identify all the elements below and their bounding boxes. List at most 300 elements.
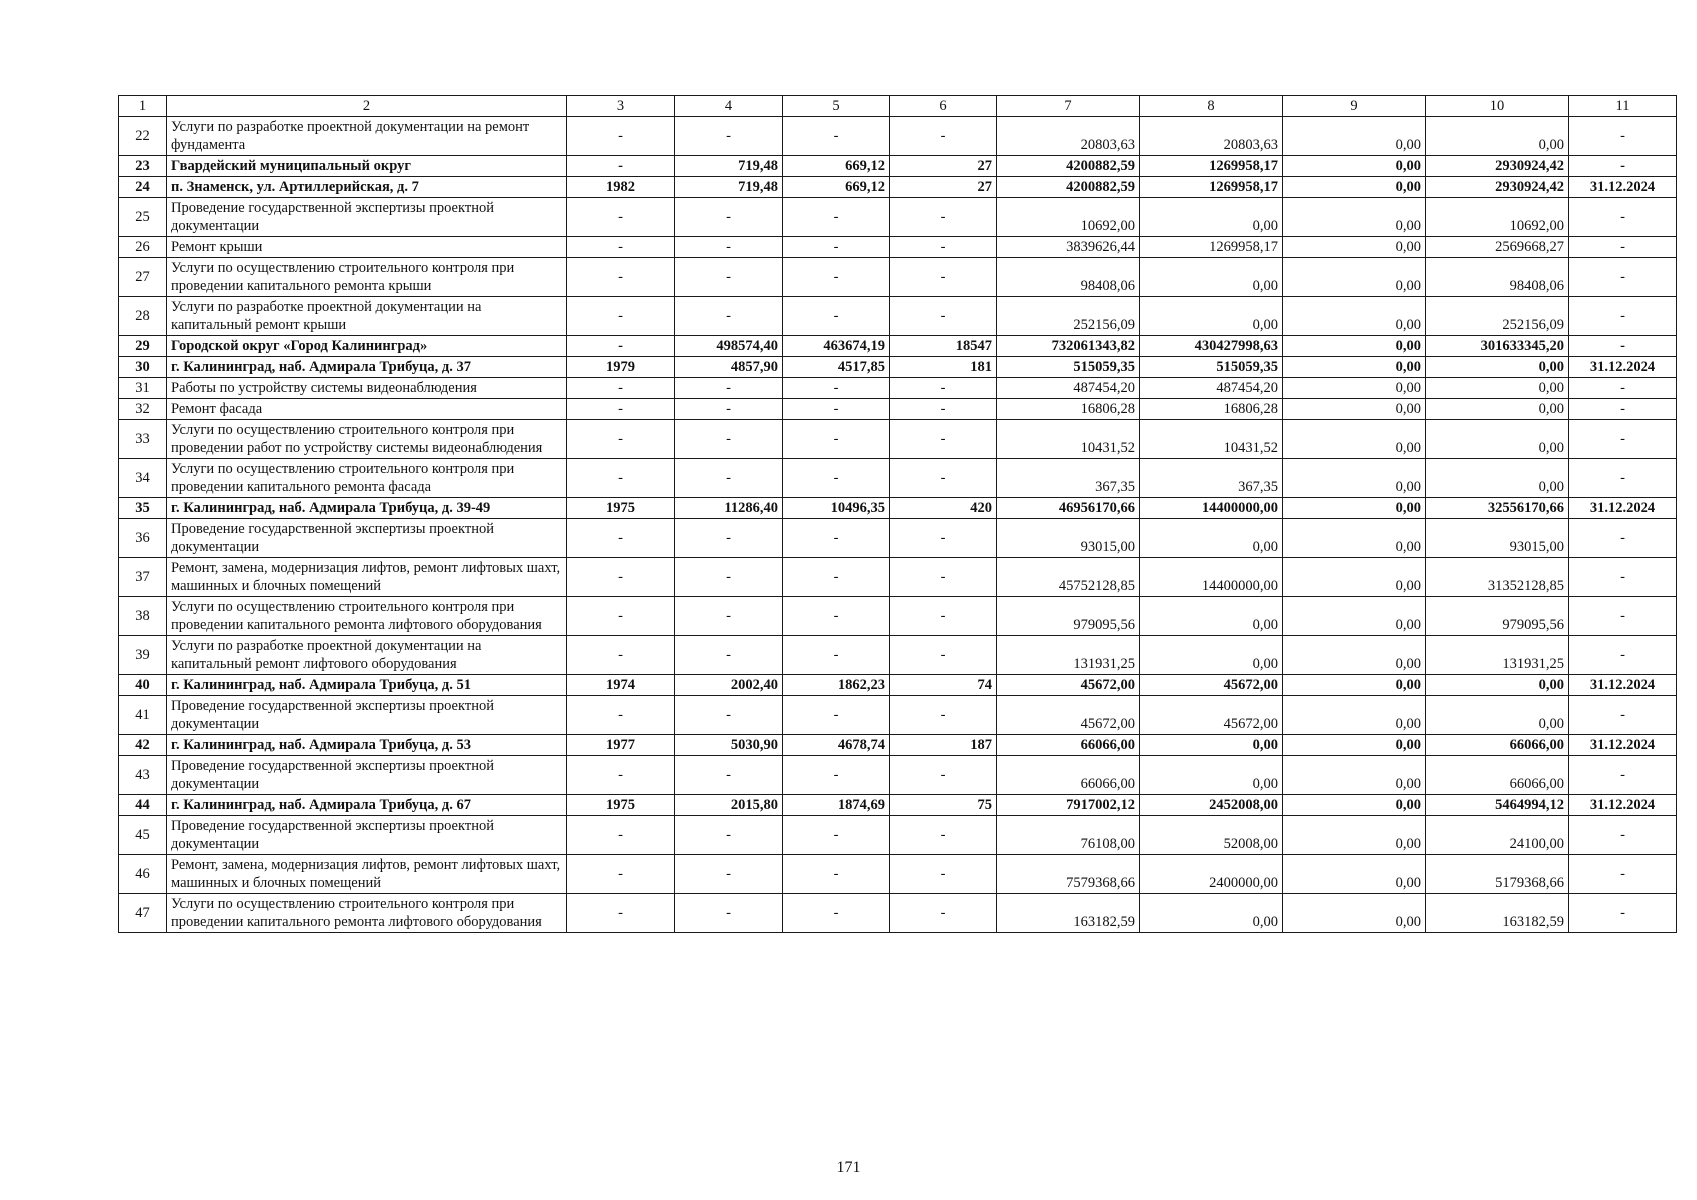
cost-column-8-cell: 0,00 bbox=[1140, 894, 1283, 933]
cost-column-8-cell: 0,00 bbox=[1140, 597, 1283, 636]
residents-count-cell: 187 bbox=[890, 735, 997, 756]
cost-column-8-cell: 52008,00 bbox=[1140, 816, 1283, 855]
residents-count-cell: - bbox=[890, 816, 997, 855]
total-area-cell: - bbox=[675, 855, 783, 894]
row-number-cell: 26 bbox=[119, 237, 167, 258]
item-name-cell: Ремонт, замена, модернизация лифтов, ремонт лифтовых шахт, машинных и блочных помещений bbox=[167, 855, 567, 894]
residents-count-cell: - bbox=[890, 855, 997, 894]
cost-column-8-cell: 14400000,00 bbox=[1140, 558, 1283, 597]
total-area-cell: - bbox=[675, 459, 783, 498]
total-area-cell: 5030,90 bbox=[675, 735, 783, 756]
completion-date-cell: - bbox=[1569, 558, 1677, 597]
completion-date-cell: - bbox=[1569, 258, 1677, 297]
row-number-cell: 43 bbox=[119, 756, 167, 795]
total-area-cell: - bbox=[675, 816, 783, 855]
year-built-cell: - bbox=[567, 156, 675, 177]
cost-column-10-cell: 31352128,85 bbox=[1426, 558, 1569, 597]
total-cost-cell: 20803,63 bbox=[997, 117, 1140, 156]
row-number-cell: 23 bbox=[119, 156, 167, 177]
item-name-cell: Услуги по осуществлению строительного контроля при проведении капитального ремонта лифтового оборудования bbox=[167, 894, 567, 933]
completion-date-cell: - bbox=[1569, 816, 1677, 855]
cost-column-10-cell: 0,00 bbox=[1426, 378, 1569, 399]
column-header: 11 bbox=[1569, 96, 1677, 117]
living-area-cell: - bbox=[783, 258, 890, 297]
completion-date-cell: 31.12.2024 bbox=[1569, 675, 1677, 696]
total-area-cell: - bbox=[675, 378, 783, 399]
row-number-cell: 32 bbox=[119, 399, 167, 420]
cost-column-10-cell: 10692,00 bbox=[1426, 198, 1569, 237]
total-area-cell: - bbox=[675, 636, 783, 675]
residents-count-cell: - bbox=[890, 237, 997, 258]
cost-column-9-cell: 0,00 bbox=[1283, 459, 1426, 498]
cost-column-10-cell: 2930924,42 bbox=[1426, 177, 1569, 198]
cost-column-10-cell: 0,00 bbox=[1426, 675, 1569, 696]
total-cost-cell: 93015,00 bbox=[997, 519, 1140, 558]
cost-column-10-cell: 32556170,66 bbox=[1426, 498, 1569, 519]
item-name-cell: Ремонт фасада bbox=[167, 399, 567, 420]
page-number: 171 bbox=[836, 1159, 861, 1176]
cost-column-9-cell: 0,00 bbox=[1283, 357, 1426, 378]
completion-date-cell: - bbox=[1569, 198, 1677, 237]
completion-date-cell: 31.12.2024 bbox=[1569, 735, 1677, 756]
item-name-cell: Ремонт крыши bbox=[167, 237, 567, 258]
year-built-cell: - bbox=[567, 420, 675, 459]
table-row bbox=[119, 855, 1677, 894]
completion-date-cell: 31.12.2024 bbox=[1569, 795, 1677, 816]
total-cost-cell: 732061343,82 bbox=[997, 336, 1140, 357]
cost-column-10-cell: 2930924,42 bbox=[1426, 156, 1569, 177]
cost-column-10-cell: 252156,09 bbox=[1426, 297, 1569, 336]
year-built-cell: 1974 bbox=[567, 675, 675, 696]
residents-count-cell: - bbox=[890, 117, 997, 156]
cost-column-10-cell: 24100,00 bbox=[1426, 816, 1569, 855]
total-cost-cell: 979095,56 bbox=[997, 597, 1140, 636]
total-cost-cell: 131931,25 bbox=[997, 636, 1140, 675]
total-cost-cell: 10431,52 bbox=[997, 420, 1140, 459]
cost-column-10-cell: 2569668,27 bbox=[1426, 237, 1569, 258]
item-name-cell: г. Калининград, наб. Адмирала Трибуца, д. 67 bbox=[167, 795, 567, 816]
row-number-cell: 22 bbox=[119, 117, 167, 156]
residents-count-cell: - bbox=[890, 597, 997, 636]
residents-count-cell: - bbox=[890, 420, 997, 459]
column-header: 6 bbox=[890, 96, 997, 117]
cost-column-9-cell: 0,00 bbox=[1283, 519, 1426, 558]
total-cost-cell: 3839626,44 bbox=[997, 237, 1140, 258]
column-header: 8 bbox=[1140, 96, 1283, 117]
cost-column-10-cell: 0,00 bbox=[1426, 696, 1569, 735]
living-area-cell: 463674,19 bbox=[783, 336, 890, 357]
completion-date-cell: - bbox=[1569, 399, 1677, 420]
completion-date-cell: - bbox=[1569, 117, 1677, 156]
completion-date-cell: - bbox=[1569, 519, 1677, 558]
row-number-cell: 38 bbox=[119, 597, 167, 636]
year-built-cell: - bbox=[567, 519, 675, 558]
cost-column-10-cell: 131931,25 bbox=[1426, 636, 1569, 675]
residents-count-cell: 27 bbox=[890, 177, 997, 198]
cost-column-8-cell: 0,00 bbox=[1140, 519, 1283, 558]
item-name-cell: Проведение государственной экспертизы проектной документации bbox=[167, 696, 567, 735]
cost-column-8-cell: 1269958,17 bbox=[1140, 156, 1283, 177]
table-row bbox=[119, 756, 1677, 795]
living-area-cell: 4517,85 bbox=[783, 357, 890, 378]
total-cost-cell: 7579368,66 bbox=[997, 855, 1140, 894]
item-name-cell: Работы по устройству системы видеонаблюдения bbox=[167, 378, 567, 399]
total-area-cell: - bbox=[675, 894, 783, 933]
year-built-cell: - bbox=[567, 597, 675, 636]
cost-column-10-cell: 0,00 bbox=[1426, 420, 1569, 459]
row-number-cell: 33 bbox=[119, 420, 167, 459]
cost-column-8-cell: 0,00 bbox=[1140, 636, 1283, 675]
total-area-cell: 11286,40 bbox=[675, 498, 783, 519]
cost-column-8-cell: 487454,20 bbox=[1140, 378, 1283, 399]
total-area-cell: - bbox=[675, 756, 783, 795]
cost-column-8-cell: 20803,63 bbox=[1140, 117, 1283, 156]
cost-column-10-cell: 0,00 bbox=[1426, 459, 1569, 498]
item-name-cell: г. Калининград, наб. Адмирала Трибуца, д. 51 bbox=[167, 675, 567, 696]
total-area-cell: 498574,40 bbox=[675, 336, 783, 357]
year-built-cell: - bbox=[567, 756, 675, 795]
cost-column-9-cell: 0,00 bbox=[1283, 795, 1426, 816]
living-area-cell: 1874,69 bbox=[783, 795, 890, 816]
residents-count-cell: 18547 bbox=[890, 336, 997, 357]
cost-column-9-cell: 0,00 bbox=[1283, 756, 1426, 795]
row-number-cell: 31 bbox=[119, 378, 167, 399]
item-name-cell: Проведение государственной экспертизы проектной документации bbox=[167, 816, 567, 855]
cost-column-10-cell: 0,00 bbox=[1426, 399, 1569, 420]
row-number-cell: 40 bbox=[119, 675, 167, 696]
cost-column-8-cell: 430427998,63 bbox=[1140, 336, 1283, 357]
completion-date-cell: - bbox=[1569, 894, 1677, 933]
cost-column-8-cell: 515059,35 bbox=[1140, 357, 1283, 378]
column-header: 5 bbox=[783, 96, 890, 117]
table-row bbox=[119, 420, 1677, 459]
table-row bbox=[119, 735, 1677, 756]
total-cost-cell: 16806,28 bbox=[997, 399, 1140, 420]
residents-count-cell: - bbox=[890, 399, 997, 420]
table-row bbox=[119, 894, 1677, 933]
item-name-cell: Услуги по осуществлению строительного контроля при проведении капитального ремонта крыши bbox=[167, 258, 567, 297]
capital-repair-table bbox=[118, 95, 1677, 933]
cost-column-8-cell: 45672,00 bbox=[1140, 675, 1283, 696]
cost-column-9-cell: 0,00 bbox=[1283, 117, 1426, 156]
living-area-cell: - bbox=[783, 696, 890, 735]
year-built-cell: - bbox=[567, 558, 675, 597]
cost-column-9-cell: 0,00 bbox=[1283, 177, 1426, 198]
total-cost-cell: 515059,35 bbox=[997, 357, 1140, 378]
living-area-cell: - bbox=[783, 597, 890, 636]
table-row bbox=[119, 237, 1677, 258]
living-area-cell: - bbox=[783, 519, 890, 558]
living-area-cell: - bbox=[783, 558, 890, 597]
cost-column-9-cell: 0,00 bbox=[1283, 237, 1426, 258]
residents-count-cell: 27 bbox=[890, 156, 997, 177]
total-cost-cell: 66066,00 bbox=[997, 735, 1140, 756]
cost-column-8-cell: 367,35 bbox=[1140, 459, 1283, 498]
row-number-cell: 44 bbox=[119, 795, 167, 816]
total-cost-cell: 46956170,66 bbox=[997, 498, 1140, 519]
total-area-cell: - bbox=[675, 420, 783, 459]
column-header: 3 bbox=[567, 96, 675, 117]
item-name-cell: г. Калининград, наб. Адмирала Трибуца, д. 37 bbox=[167, 357, 567, 378]
living-area-cell: 4678,74 bbox=[783, 735, 890, 756]
total-area-cell: - bbox=[675, 696, 783, 735]
residents-count-cell: 181 bbox=[890, 357, 997, 378]
residents-count-cell: 75 bbox=[890, 795, 997, 816]
completion-date-cell: - bbox=[1569, 297, 1677, 336]
cost-column-8-cell: 0,00 bbox=[1140, 258, 1283, 297]
cost-column-10-cell: 66066,00 bbox=[1426, 756, 1569, 795]
table-row bbox=[119, 498, 1677, 519]
cost-column-9-cell: 0,00 bbox=[1283, 675, 1426, 696]
total-cost-cell: 252156,09 bbox=[997, 297, 1140, 336]
cost-column-9-cell: 0,00 bbox=[1283, 198, 1426, 237]
residents-count-cell: - bbox=[890, 378, 997, 399]
year-built-cell: - bbox=[567, 816, 675, 855]
total-area-cell: - bbox=[675, 237, 783, 258]
table-row bbox=[119, 636, 1677, 675]
residents-count-cell: - bbox=[890, 558, 997, 597]
table-row bbox=[119, 696, 1677, 735]
cost-column-9-cell: 0,00 bbox=[1283, 696, 1426, 735]
living-area-cell: 1862,23 bbox=[783, 675, 890, 696]
cost-column-9-cell: 0,00 bbox=[1283, 399, 1426, 420]
cost-column-10-cell: 979095,56 bbox=[1426, 597, 1569, 636]
living-area-cell: - bbox=[783, 117, 890, 156]
cost-column-10-cell: 66066,00 bbox=[1426, 735, 1569, 756]
living-area-cell: - bbox=[783, 399, 890, 420]
cost-column-9-cell: 0,00 bbox=[1283, 297, 1426, 336]
year-built-cell: - bbox=[567, 378, 675, 399]
cost-column-9-cell: 0,00 bbox=[1283, 420, 1426, 459]
document-table-container bbox=[118, 95, 1677, 933]
residents-count-cell: - bbox=[890, 696, 997, 735]
row-number-cell: 42 bbox=[119, 735, 167, 756]
table-row bbox=[119, 597, 1677, 636]
total-cost-cell: 163182,59 bbox=[997, 894, 1140, 933]
cost-column-8-cell: 1269958,17 bbox=[1140, 177, 1283, 198]
total-area-cell: - bbox=[675, 519, 783, 558]
cost-column-9-cell: 0,00 bbox=[1283, 258, 1426, 297]
table-row bbox=[119, 558, 1677, 597]
item-name-cell: п. Знаменск, ул. Артиллерийская, д. 7 bbox=[167, 177, 567, 198]
row-number-cell: 41 bbox=[119, 696, 167, 735]
total-cost-cell: 45672,00 bbox=[997, 696, 1140, 735]
year-built-cell: 1982 bbox=[567, 177, 675, 198]
year-built-cell: - bbox=[567, 198, 675, 237]
total-area-cell: - bbox=[675, 399, 783, 420]
cost-column-9-cell: 0,00 bbox=[1283, 558, 1426, 597]
completion-date-cell: - bbox=[1569, 597, 1677, 636]
living-area-cell: - bbox=[783, 459, 890, 498]
column-header: 4 bbox=[675, 96, 783, 117]
year-built-cell: 1975 bbox=[567, 795, 675, 816]
residents-count-cell: - bbox=[890, 198, 997, 237]
table-row bbox=[119, 795, 1677, 816]
table-row bbox=[119, 357, 1677, 378]
row-number-cell: 24 bbox=[119, 177, 167, 198]
item-name-cell: Услуги по разработке проектной документации на капитальный ремонт лифтового оборудования bbox=[167, 636, 567, 675]
cost-column-10-cell: 301633345,20 bbox=[1426, 336, 1569, 357]
living-area-cell: 669,12 bbox=[783, 177, 890, 198]
cost-column-9-cell: 0,00 bbox=[1283, 156, 1426, 177]
residents-count-cell: - bbox=[890, 519, 997, 558]
living-area-cell: - bbox=[783, 378, 890, 399]
living-area-cell: 669,12 bbox=[783, 156, 890, 177]
cost-column-9-cell: 0,00 bbox=[1283, 378, 1426, 399]
cost-column-10-cell: 93015,00 bbox=[1426, 519, 1569, 558]
row-number-cell: 30 bbox=[119, 357, 167, 378]
cost-column-10-cell: 0,00 bbox=[1426, 117, 1569, 156]
table-row bbox=[119, 459, 1677, 498]
table-row bbox=[119, 156, 1677, 177]
column-header: 7 bbox=[997, 96, 1140, 117]
total-area-cell: - bbox=[675, 117, 783, 156]
cost-column-8-cell: 2452008,00 bbox=[1140, 795, 1283, 816]
cost-column-8-cell: 16806,28 bbox=[1140, 399, 1283, 420]
completion-date-cell: - bbox=[1569, 459, 1677, 498]
total-area-cell: - bbox=[675, 198, 783, 237]
cost-column-9-cell: 0,00 bbox=[1283, 816, 1426, 855]
cost-column-8-cell: 2400000,00 bbox=[1140, 855, 1283, 894]
total-cost-cell: 10692,00 bbox=[997, 198, 1140, 237]
cost-column-8-cell: 45672,00 bbox=[1140, 696, 1283, 735]
row-number-cell: 29 bbox=[119, 336, 167, 357]
cost-column-8-cell: 0,00 bbox=[1140, 735, 1283, 756]
table-row bbox=[119, 258, 1677, 297]
living-area-cell: - bbox=[783, 636, 890, 675]
row-number-cell: 27 bbox=[119, 258, 167, 297]
completion-date-cell: 31.12.2024 bbox=[1569, 357, 1677, 378]
completion-date-cell: - bbox=[1569, 696, 1677, 735]
total-area-cell: - bbox=[675, 297, 783, 336]
cost-column-8-cell: 1269958,17 bbox=[1140, 237, 1283, 258]
year-built-cell: - bbox=[567, 855, 675, 894]
column-header: 2 bbox=[167, 96, 567, 117]
year-built-cell: - bbox=[567, 399, 675, 420]
total-area-cell: 2002,40 bbox=[675, 675, 783, 696]
completion-date-cell: - bbox=[1569, 336, 1677, 357]
residents-count-cell: - bbox=[890, 894, 997, 933]
residents-count-cell: 420 bbox=[890, 498, 997, 519]
cost-column-10-cell: 5179368,66 bbox=[1426, 855, 1569, 894]
year-built-cell: - bbox=[567, 636, 675, 675]
cost-column-9-cell: 0,00 bbox=[1283, 597, 1426, 636]
cost-column-9-cell: 0,00 bbox=[1283, 498, 1426, 519]
completion-date-cell: - bbox=[1569, 756, 1677, 795]
year-built-cell: - bbox=[567, 297, 675, 336]
total-area-cell: 4857,90 bbox=[675, 357, 783, 378]
total-cost-cell: 98408,06 bbox=[997, 258, 1140, 297]
total-cost-cell: 367,35 bbox=[997, 459, 1140, 498]
cost-column-10-cell: 5464994,12 bbox=[1426, 795, 1569, 816]
item-name-cell: Услуги по осуществлению строительного контроля при проведении капитального ремонта лифтового оборудования bbox=[167, 597, 567, 636]
table-row bbox=[119, 336, 1677, 357]
column-header: 1 bbox=[119, 96, 167, 117]
row-number-cell: 34 bbox=[119, 459, 167, 498]
completion-date-cell: - bbox=[1569, 237, 1677, 258]
table-row bbox=[119, 519, 1677, 558]
table-row bbox=[119, 117, 1677, 156]
total-area-cell: - bbox=[675, 558, 783, 597]
living-area-cell: - bbox=[783, 198, 890, 237]
cost-column-9-cell: 0,00 bbox=[1283, 636, 1426, 675]
cost-column-8-cell: 0,00 bbox=[1140, 198, 1283, 237]
column-header: 10 bbox=[1426, 96, 1569, 117]
year-built-cell: 1977 bbox=[567, 735, 675, 756]
column-header: 9 bbox=[1283, 96, 1426, 117]
cost-column-8-cell: 0,00 bbox=[1140, 297, 1283, 336]
total-cost-cell: 45752128,85 bbox=[997, 558, 1140, 597]
item-name-cell: Услуги по осуществлению строительного контроля при проведении капитального ремонта фасада bbox=[167, 459, 567, 498]
total-area-cell: - bbox=[675, 258, 783, 297]
item-name-cell: г. Калининград, наб. Адмирала Трибуца, д. 53 bbox=[167, 735, 567, 756]
living-area-cell: - bbox=[783, 297, 890, 336]
row-number-cell: 46 bbox=[119, 855, 167, 894]
item-name-cell: г. Калининград, наб. Адмирала Трибуца, д. 39-49 bbox=[167, 498, 567, 519]
cost-column-10-cell: 0,00 bbox=[1426, 357, 1569, 378]
total-cost-cell: 66066,00 bbox=[997, 756, 1140, 795]
living-area-cell: 10496,35 bbox=[783, 498, 890, 519]
table-row bbox=[119, 378, 1677, 399]
year-built-cell: - bbox=[567, 117, 675, 156]
item-name-cell: Услуги по разработке проектной документации на капитальный ремонт крыши bbox=[167, 297, 567, 336]
row-number-cell: 28 bbox=[119, 297, 167, 336]
year-built-cell: 1979 bbox=[567, 357, 675, 378]
year-built-cell: - bbox=[567, 894, 675, 933]
row-number-cell: 45 bbox=[119, 816, 167, 855]
residents-count-cell: - bbox=[890, 297, 997, 336]
total-area-cell: 719,48 bbox=[675, 177, 783, 198]
living-area-cell: - bbox=[783, 420, 890, 459]
row-number-cell: 37 bbox=[119, 558, 167, 597]
total-area-cell: 719,48 bbox=[675, 156, 783, 177]
total-cost-cell: 487454,20 bbox=[997, 378, 1140, 399]
residents-count-cell: - bbox=[890, 258, 997, 297]
cost-column-9-cell: 0,00 bbox=[1283, 735, 1426, 756]
total-area-cell: 2015,80 bbox=[675, 795, 783, 816]
cost-column-8-cell: 10431,52 bbox=[1140, 420, 1283, 459]
living-area-cell: - bbox=[783, 756, 890, 795]
cost-column-8-cell: 0,00 bbox=[1140, 756, 1283, 795]
table-row bbox=[119, 816, 1677, 855]
total-cost-cell: 7917002,12 bbox=[997, 795, 1140, 816]
item-name-cell: Проведение государственной экспертизы проектной документации bbox=[167, 198, 567, 237]
total-cost-cell: 45672,00 bbox=[997, 675, 1140, 696]
completion-date-cell: - bbox=[1569, 156, 1677, 177]
total-cost-cell: 4200882,59 bbox=[997, 156, 1140, 177]
completion-date-cell: 31.12.2024 bbox=[1569, 177, 1677, 198]
cost-column-10-cell: 98408,06 bbox=[1426, 258, 1569, 297]
table-row bbox=[119, 399, 1677, 420]
completion-date-cell: - bbox=[1569, 378, 1677, 399]
residents-count-cell: - bbox=[890, 459, 997, 498]
year-built-cell: - bbox=[567, 237, 675, 258]
cost-column-9-cell: 0,00 bbox=[1283, 855, 1426, 894]
year-built-cell: 1975 bbox=[567, 498, 675, 519]
living-area-cell: - bbox=[783, 816, 890, 855]
completion-date-cell: 31.12.2024 bbox=[1569, 498, 1677, 519]
total-cost-cell: 4200882,59 bbox=[997, 177, 1140, 198]
completion-date-cell: - bbox=[1569, 855, 1677, 894]
column-number-header-row bbox=[119, 96, 1677, 117]
completion-date-cell: - bbox=[1569, 636, 1677, 675]
table-row bbox=[119, 675, 1677, 696]
residents-count-cell: - bbox=[890, 636, 997, 675]
item-name-cell: Гвардейский муниципальный округ bbox=[167, 156, 567, 177]
living-area-cell: - bbox=[783, 894, 890, 933]
completion-date-cell: - bbox=[1569, 420, 1677, 459]
living-area-cell: - bbox=[783, 855, 890, 894]
